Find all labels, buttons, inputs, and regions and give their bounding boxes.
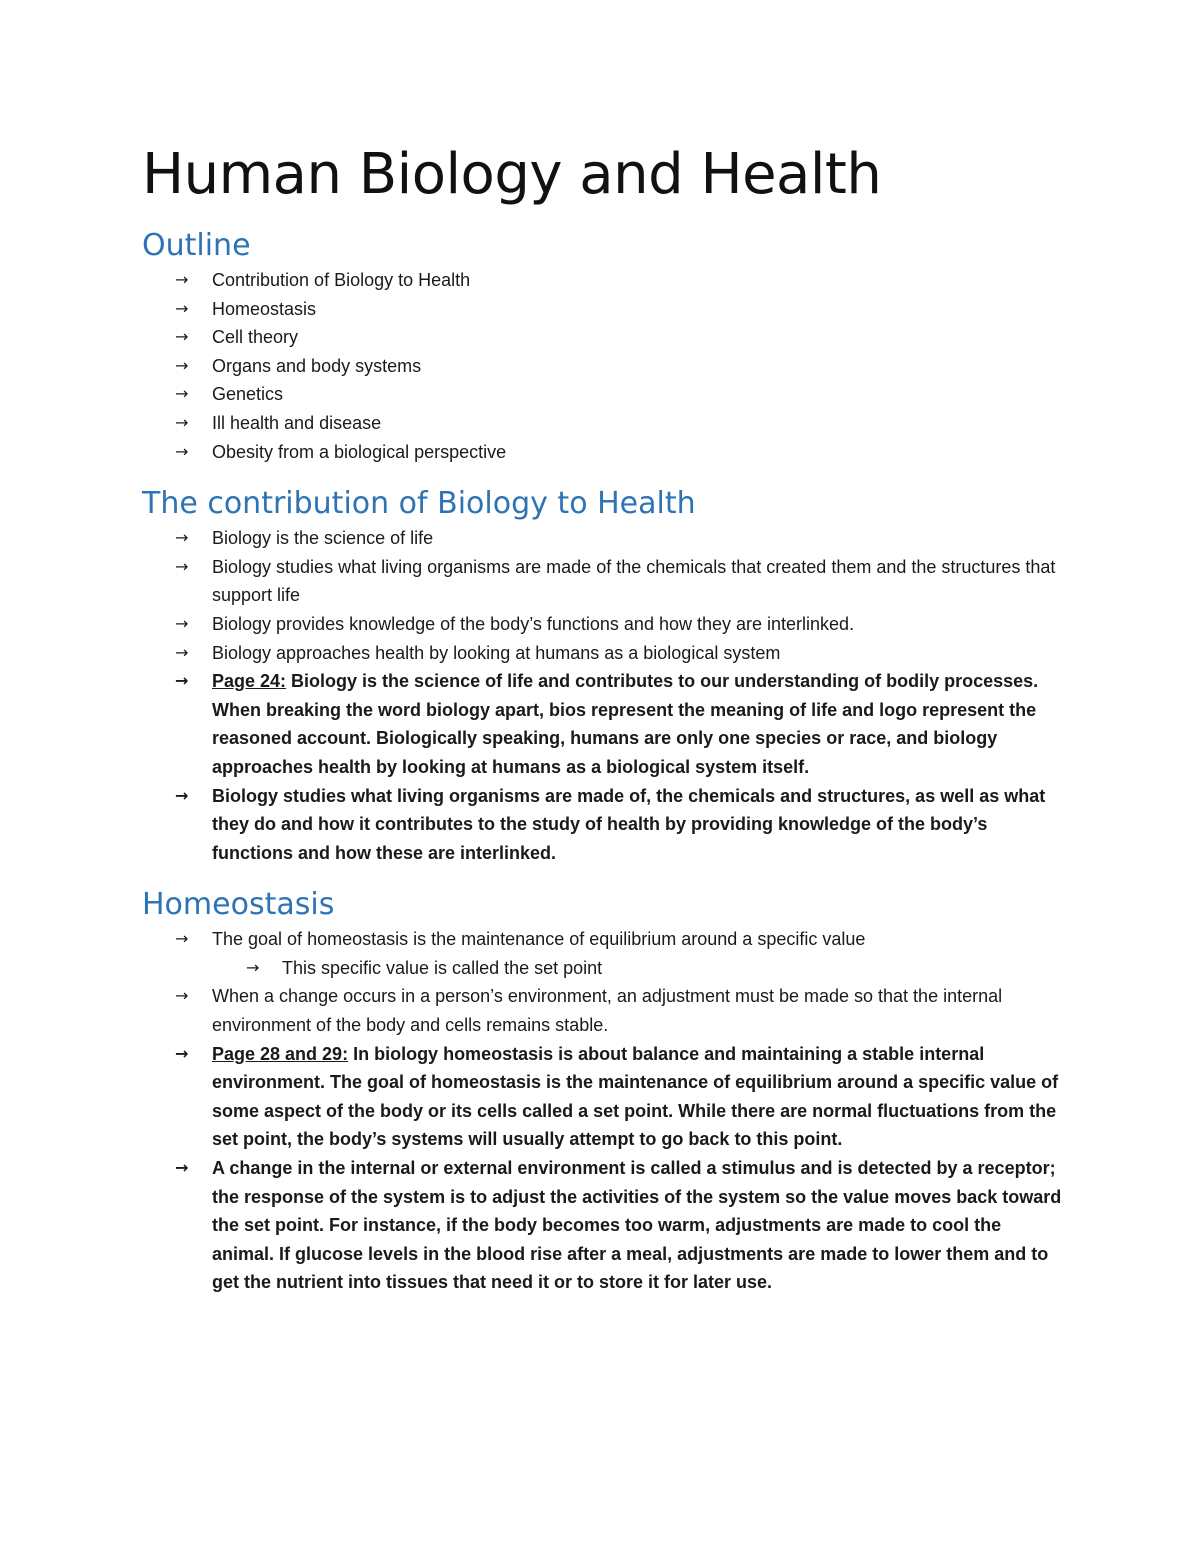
list-item: → Biology studies what living organisms are made of the chemicals that created them and the structures that support life: [142, 553, 1062, 610]
arrow-icon: →: [175, 355, 189, 375]
list-item: → Cell theory: [142, 323, 1062, 352]
arrow-icon: →: [175, 327, 189, 347]
arrow-icon: →: [175, 528, 189, 548]
arrow-icon: →: [175, 613, 189, 633]
heading-outline: Outline: [142, 228, 251, 263]
heading-contribution: The contribution of Biology to Health: [142, 486, 696, 522]
document-title: Human Biology and Health: [142, 142, 882, 207]
list-item: → Ill health and disease: [142, 409, 1062, 438]
arrow-icon: →: [175, 412, 189, 432]
list-item-bold: → A change in the internal or external environment is called a stimulus and is detected by a receptor; the response of the system is to adjust the activities of the system so the value moves back toward the set point. For instance, if the body becomes too warm, adjustments are made to cool the animal. If glucose levels in the blood rise after a meal, adjustments are made to lower them and to get the nutrient into tissues that need it or to store it for later use.: [142, 1154, 1062, 1297]
arrow-icon: →: [175, 298, 189, 318]
list-item: → Contribution of Biology to Health: [142, 266, 1062, 295]
list-item: → When a change occurs in a person’s environment, an adjustment must be made so that the internal environment of the body and cells remains stable.: [142, 982, 1062, 1039]
list-item-bold: → Page 28 and 29: In biology homeostasis is about balance and maintaining a stable internal environment. The goal of homeostasis is the maintenance of equilibrium around a specific value of some aspect of the body or its cells called a set point. While there are normal fluctuations from the set point, the body’s systems will usually attempt to go back to this point.: [142, 1040, 1062, 1154]
arrow-icon: →: [246, 957, 260, 977]
page-reference: Page 24:: [212, 671, 287, 692]
outline-list: [142, 266, 1062, 466]
arrow-icon: →: [175, 642, 189, 662]
contribution-list: [142, 524, 1062, 867]
list-item: → Organs and body systems: [142, 352, 1062, 381]
list-item: → Homeostasis: [142, 295, 1062, 324]
arrow-icon: →: [175, 986, 189, 1006]
heading-homeostasis: Homeostasis: [142, 887, 335, 923]
list-item-bold: → Biology studies what living organisms are made of, the chemicals and structures, as well as what they do and how it contributes to the study of health by providing knowledge of the body’s functions and how these are interlinked.: [142, 782, 1062, 868]
list-item: → The goal of homeostasis is the maintenance of equilibrium around a specific value: [142, 925, 1062, 954]
list-item: → Genetics: [142, 380, 1062, 409]
list-item: → Obesity from a biological perspective: [142, 438, 1062, 467]
list-item: → Biology approaches health by looking at humans as a biological system: [142, 639, 1062, 668]
arrow-icon: →: [175, 785, 189, 805]
arrow-icon: →: [175, 556, 189, 576]
arrow-icon: →: [175, 929, 189, 949]
homeostasis-list: [142, 925, 1062, 1297]
arrow-icon: →: [175, 384, 189, 404]
document-page: [142, 138, 1062, 1297]
list-subitem: → This specific value is called the set point: [142, 954, 1062, 983]
list-item: → Biology is the science of life: [142, 524, 1062, 553]
arrow-icon: →: [175, 441, 189, 461]
arrow-icon: →: [175, 671, 189, 691]
list-item: → Biology provides knowledge of the body’s functions and how they are interlinked.: [142, 610, 1062, 639]
list-item-bold: → Page 24: Biology is the science of life and contributes to our understanding of bodily processes. When breaking the word biology apart, bios represent the meaning of life and logo represent the reasoned account. Biologically speaking, humans are only one species or race, and biology approaches health by looking at humans as a biological system itself.: [142, 667, 1062, 781]
arrow-icon: →: [175, 270, 189, 289]
page-reference: Page 28 and 29:: [212, 1043, 349, 1064]
arrow-icon: →: [175, 1158, 189, 1178]
arrow-icon: →: [175, 1043, 189, 1063]
